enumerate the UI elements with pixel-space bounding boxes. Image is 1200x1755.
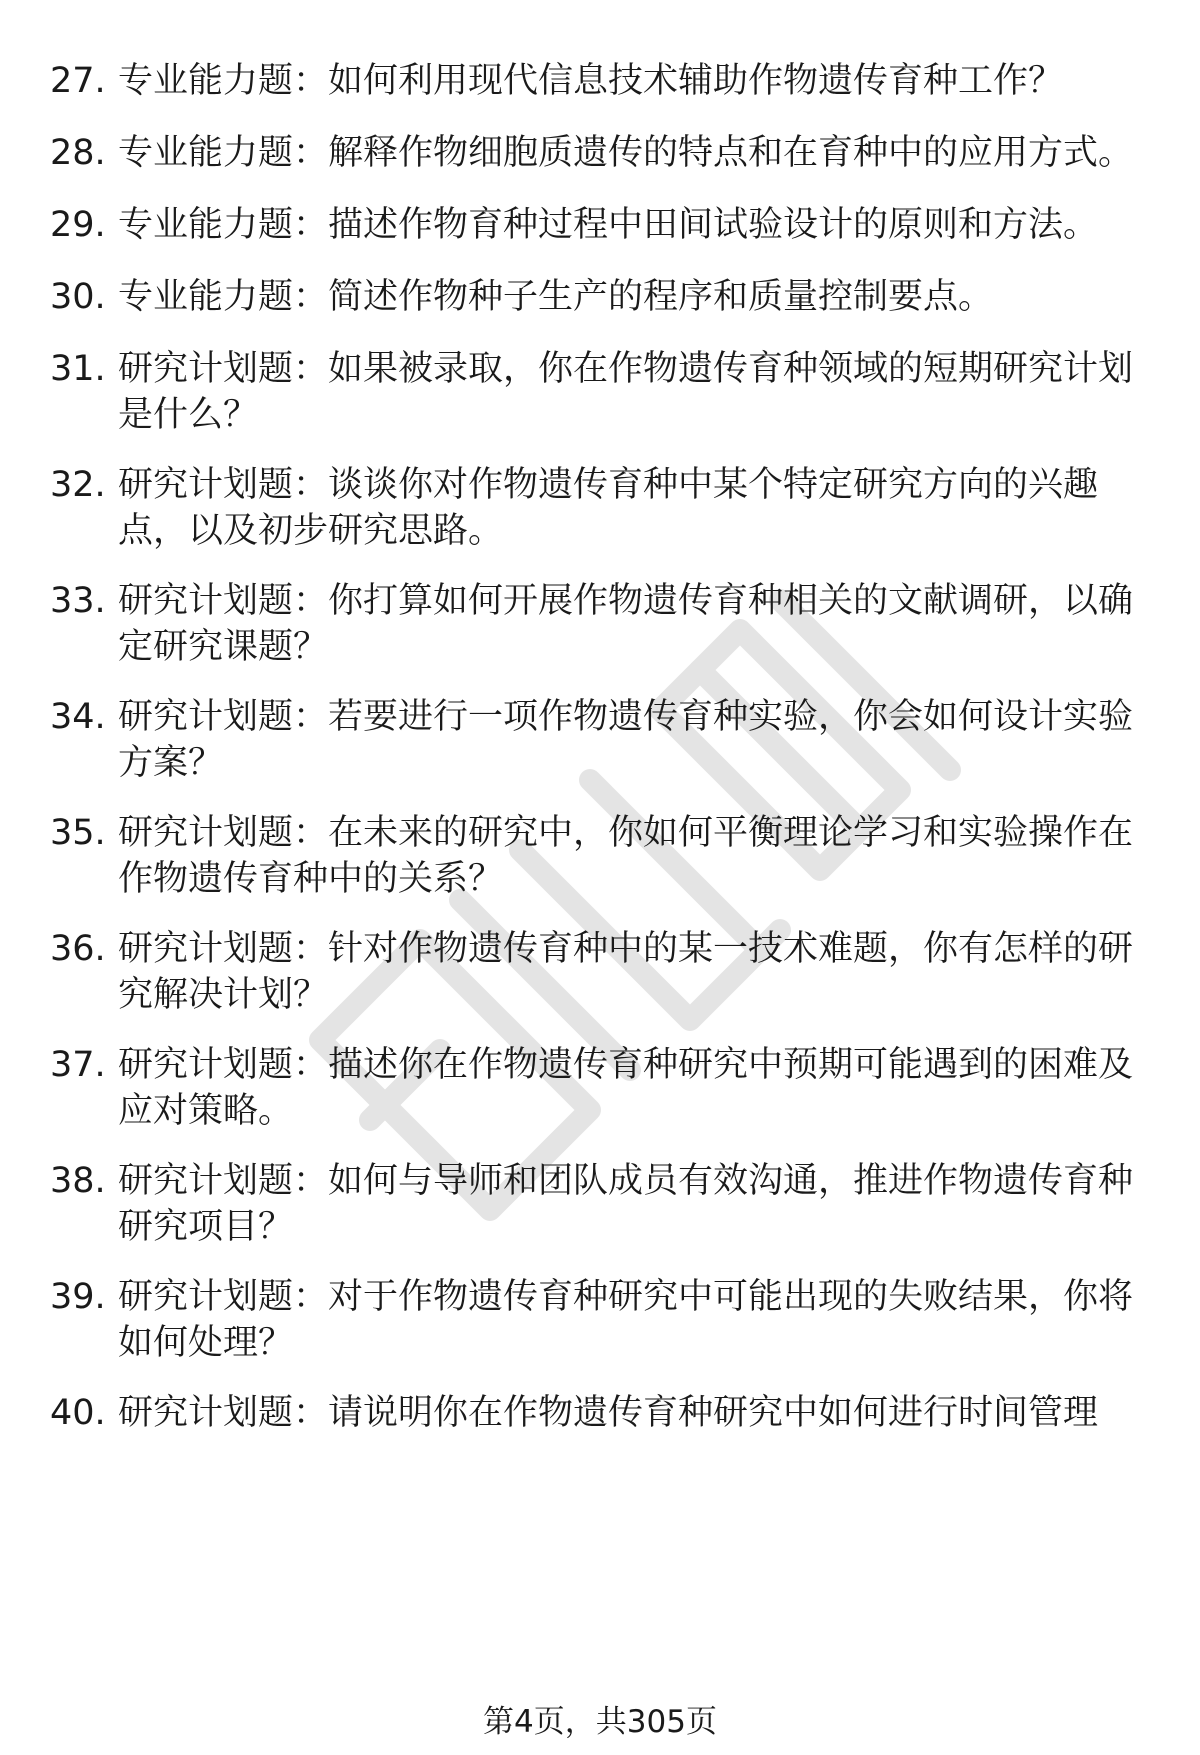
question-number: 33. xyxy=(50,581,106,621)
question-body xyxy=(118,1390,1148,1436)
list-item xyxy=(0,462,1200,554)
question-category: 专业能力题： xyxy=(118,61,329,101)
question-body xyxy=(118,346,1148,438)
question-number: 27. xyxy=(50,61,106,101)
list-item xyxy=(0,274,1200,322)
list-item xyxy=(0,346,1200,438)
question-body xyxy=(118,1158,1148,1250)
question-text: 描述你在作物遗传育种研究中预期可能遇到的困难及应对策略。 xyxy=(118,1045,1134,1131)
question-number: 38. xyxy=(50,1161,106,1201)
question-body xyxy=(118,274,1148,320)
question-text: 你打算如何开展作物遗传育种相关的文献调研，以确定研究课题？ xyxy=(118,581,1134,667)
question-number: 30. xyxy=(50,277,106,317)
question-category: 专业能力题： xyxy=(118,133,329,173)
question-category: 研究计划题： xyxy=(118,697,329,737)
question-category: 专业能力题： xyxy=(118,277,329,317)
question-category: 研究计划题： xyxy=(118,813,329,853)
list-item xyxy=(0,694,1200,786)
question-body xyxy=(118,926,1148,1018)
question-text: 如果被录取，你在作物遗传育种领域的短期研究计划是什么？ xyxy=(118,349,1134,435)
question-number: 40. xyxy=(50,1393,106,1433)
question-number: 32. xyxy=(50,465,106,505)
list-item xyxy=(0,130,1200,178)
question-list xyxy=(0,58,1200,1462)
question-body xyxy=(118,130,1148,176)
question-category: 研究计划题： xyxy=(118,1045,329,1085)
question-category: 研究计划题： xyxy=(118,1161,329,1201)
list-item xyxy=(0,578,1200,670)
question-category: 研究计划题： xyxy=(118,349,329,389)
question-category: 研究计划题： xyxy=(118,581,329,621)
question-text: 对于作物遗传育种研究中可能出现的失败结果，你将如何处理？ xyxy=(118,1277,1134,1363)
list-item xyxy=(0,58,1200,106)
question-number: 28. xyxy=(50,133,106,173)
question-body xyxy=(118,58,1148,104)
question-text: 如何与导师和团队成员有效沟通，推进作物遗传育种研究项目？ xyxy=(118,1161,1134,1247)
page-footer: 第4页，共305页 xyxy=(483,1704,717,1740)
question-number: 37. xyxy=(50,1045,106,1085)
list-item xyxy=(0,926,1200,1018)
question-body xyxy=(118,694,1148,786)
question-category: 研究计划题： xyxy=(118,465,329,505)
question-number: 29. xyxy=(50,205,106,245)
question-text: 针对作物遗传育种中的某一技术难题，你有怎样的研究解决计划？ xyxy=(118,929,1134,1015)
question-text: 简述作物种子生产的程序和质量控制要点。 xyxy=(328,277,994,317)
question-text: 描述作物育种过程中田间试验设计的原则和方法。 xyxy=(328,205,1099,245)
question-text: 若要进行一项作物遗传育种实验，你会如何设计实验方案？ xyxy=(118,697,1134,783)
question-category: 研究计划题： xyxy=(118,1277,329,1317)
list-item xyxy=(0,1274,1200,1366)
question-body xyxy=(118,578,1148,670)
list-item xyxy=(0,1390,1200,1438)
question-text: 谈谈你对作物遗传育种中某个特定研究方向的兴趣点，以及初步研究思路。 xyxy=(118,465,1099,551)
question-body xyxy=(118,202,1148,248)
question-number: 35. xyxy=(50,813,106,853)
question-category: 研究计划题： xyxy=(118,929,329,969)
list-item xyxy=(0,810,1200,902)
question-body xyxy=(118,1274,1148,1366)
question-number: 34. xyxy=(50,697,106,737)
list-item xyxy=(0,202,1200,250)
question-body xyxy=(118,462,1148,554)
question-text: 解释作物细胞质遗传的特点和在育种中的应用方式。 xyxy=(328,133,1134,173)
question-number: 31. xyxy=(50,349,106,389)
question-text: 在未来的研究中，你如何平衡理论学习和实验操作在作物遗传育种中的关系？ xyxy=(118,813,1134,899)
question-category: 专业能力题： xyxy=(118,205,329,245)
question-body xyxy=(118,1042,1148,1134)
question-number: 39. xyxy=(50,1277,106,1317)
list-item xyxy=(0,1042,1200,1134)
list-item xyxy=(0,1158,1200,1250)
question-body xyxy=(118,810,1148,902)
question-category: 研究计划题： xyxy=(118,1393,329,1433)
question-text: 请说明你在作物遗传育种研究中如何进行时间管理 xyxy=(328,1393,1099,1433)
question-number: 36. xyxy=(50,929,106,969)
question-text: 如何利用现代信息技术辅助作物遗传育种工作？ xyxy=(328,61,1064,101)
